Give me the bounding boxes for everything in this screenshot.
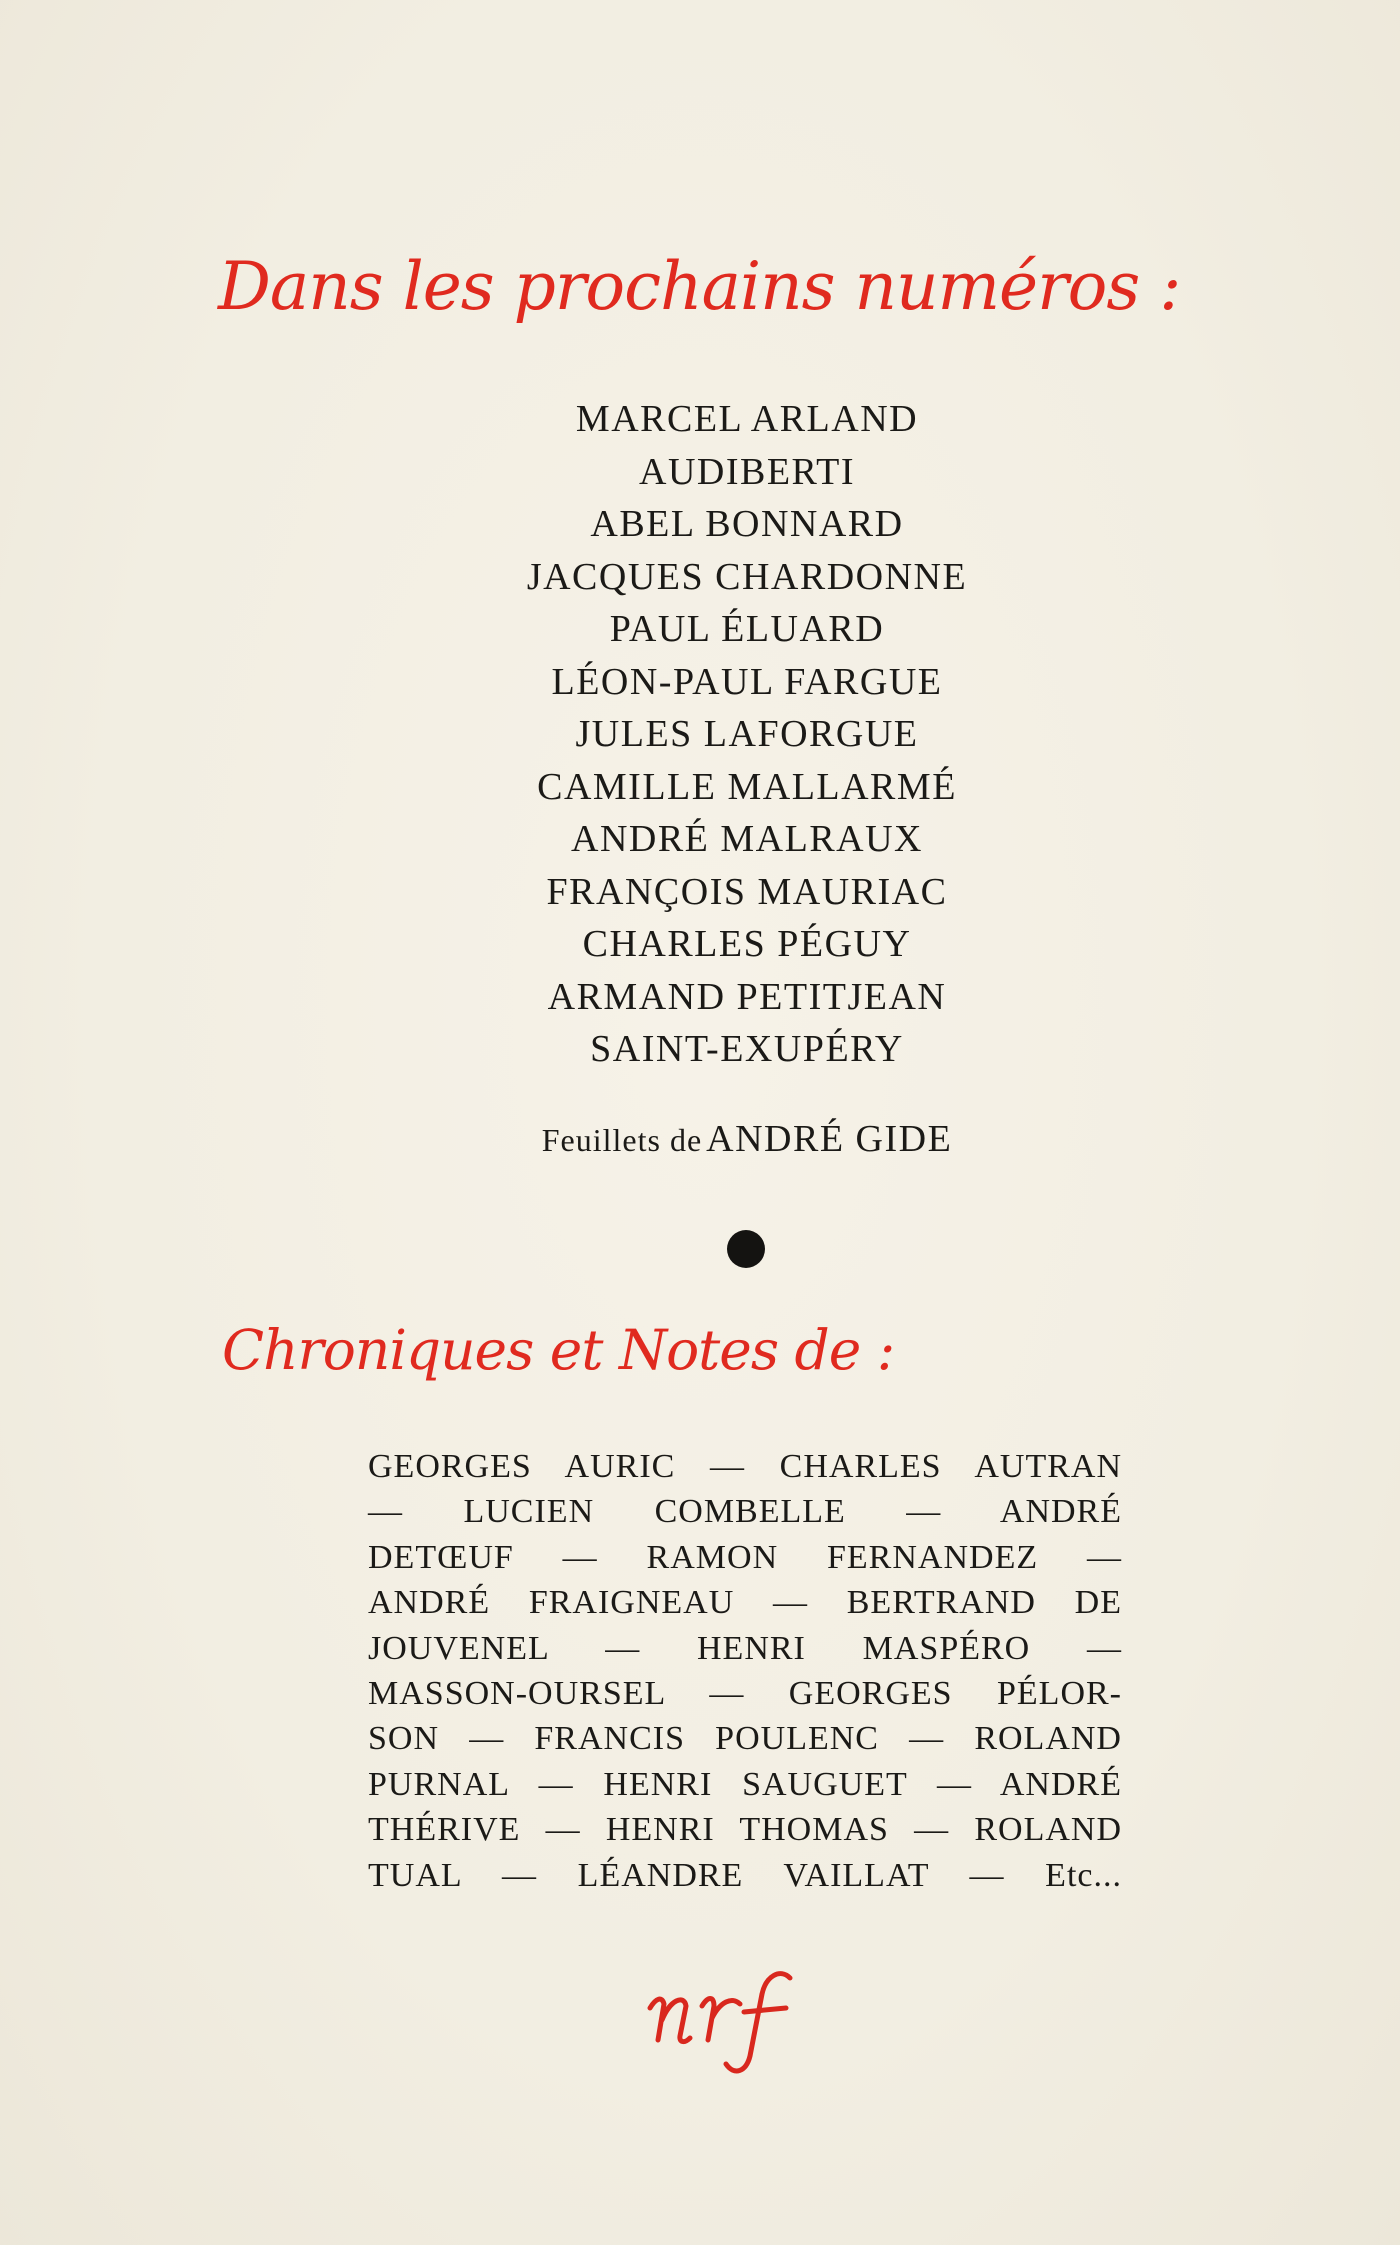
chronicles-line: DETŒUF — RAMON FERNANDEZ — <box>368 1538 1122 1576</box>
author-name: SAINT-EXUPÉRY <box>590 1028 904 1070</box>
nrf-logo <box>640 1960 840 2080</box>
author-name: MARCEL ARLAND <box>575 398 919 440</box>
chronicles-line: TUAL — LÉANDRE VAILLAT — Etc... <box>368 1856 1122 1894</box>
feuillets-author: ANDRÉ GIDE <box>706 1118 953 1160</box>
chronicles-line: — LUCIEN COMBELLE — ANDRÉ <box>368 1493 1122 1531</box>
author-name: CHARLES PÉGUY <box>582 923 912 965</box>
chronicles-line: GEORGES AURIC — CHARLES AUTRAN <box>368 1448 1122 1485</box>
chronicles-line: THÉRIVE — HENRI THOMAS — ROLAND <box>368 1811 1122 1849</box>
author-name: CAMILLE MALLARMÉ <box>537 765 957 808</box>
heading-next-issues: Dans les prochains numéros : <box>218 248 1181 325</box>
heading-chronicles: Chroniques et Notes de : <box>222 1318 895 1382</box>
feuillets-line <box>0 1117 1400 1161</box>
author-name: ABEL BONNARD <box>590 503 904 545</box>
feuillets-prefix: Feuillets de <box>541 1122 703 1158</box>
author-name: AUDIBERTI <box>639 450 855 493</box>
author-name: PAUL ÉLUARD <box>609 608 885 650</box>
author-name: JACQUES CHARDONNE <box>526 555 968 598</box>
author-name: ARMAND PETITJEAN <box>547 975 947 1018</box>
bullet-separator <box>727 1230 765 1268</box>
author-name: FRANÇOIS MAURIAC <box>546 870 948 913</box>
chronicles-line: SON — FRANCIS POULENC — ROLAND <box>368 1720 1122 1758</box>
chronicles-paragraph <box>368 1444 1122 1898</box>
chronicles-line: MASSON-OURSEL — GEORGES PÉLOR- <box>368 1674 1122 1712</box>
author-name: JULES LAFORGUE <box>575 713 919 755</box>
author-name: ANDRÉ MALRAUX <box>571 818 923 860</box>
author-name: LÉON-PAUL FARGUE <box>551 660 943 703</box>
chronicles-line: JOUVENEL — HENRI MASPÉRO — <box>368 1629 1122 1667</box>
chronicles-line: ANDRÉ FRAIGNEAU — BERTRAND DE <box>368 1584 1122 1622</box>
authors-list <box>0 393 1400 1076</box>
chronicles-line: PURNAL — HENRI SAUGUET — ANDRÉ <box>368 1765 1122 1803</box>
